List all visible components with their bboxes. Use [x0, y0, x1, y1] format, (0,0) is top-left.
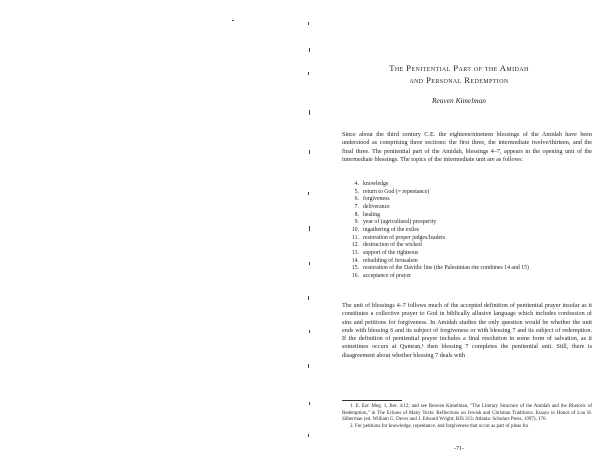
list-item [342, 219, 592, 227]
gutter-mark [308, 192, 309, 195]
list-text: forgiveness [363, 196, 390, 203]
list-text: restoration of the Davidic line (the Palestinian rite combines 14 and 15) [363, 265, 529, 272]
footnote: 2. For petitions for knowledge, repentance, and forgiveness that occur as part of pleas for [350, 423, 529, 429]
list-number: 12. [351, 242, 359, 249]
list-item [342, 181, 592, 189]
gutter-mark [309, 110, 310, 115]
body-paragraph: Since about the third century C.E. the eighteen/nineteen blessings of the Amidah have been understood as comprising three sections: the first three, the intermediate twelve/thirteen, and the final three. The penitential part of the Amidah, blessings 4–7, appears in the opening unit of the intermediate blessings. The topics of the intermediate unit are as follows: [342, 131, 592, 163]
list-text: support of the righteous [363, 249, 419, 256]
title-line: The Penitential Part of the Amidah [389, 63, 529, 73]
list-number: 7. [354, 203, 359, 210]
author-name: Reuven Kimelman [432, 96, 486, 105]
blessings-list [342, 181, 592, 281]
list-text: year of (agricultural) prosperity [363, 219, 437, 226]
list-text: return to God (= repentance) [363, 188, 430, 195]
gutter-mark [308, 296, 309, 300]
list-text: restoration of proper judges/leaders [363, 234, 446, 241]
list-item [342, 196, 592, 204]
list-item [342, 204, 592, 212]
list-text: rebuilding of Jerusalem [363, 257, 418, 264]
list-number: 15. [351, 265, 359, 272]
gutter-mark [309, 48, 310, 52]
page-number: -71- [454, 446, 464, 452]
list-number: 10. [351, 226, 359, 233]
gutter-mark [232, 20, 234, 21]
list-text: deliverance [363, 203, 390, 210]
footnote-rule [342, 400, 402, 401]
list-number: 4. [354, 181, 359, 187]
list-number: 6. [354, 196, 359, 203]
gutter-mark [309, 226, 310, 231]
list-number: 9. [354, 219, 359, 226]
list-item [342, 273, 592, 281]
gutter-mark [309, 262, 310, 265]
title-line: and Personal Redemption [409, 75, 509, 85]
list-item [342, 265, 592, 273]
gutter-mark [309, 150, 310, 154]
list-text: destruction of the wicked [363, 242, 422, 249]
list-item [342, 227, 592, 235]
footnotes [342, 404, 592, 430]
list-number: 5. [354, 188, 359, 195]
list-number: 8. [354, 211, 359, 218]
gutter-mark [309, 402, 310, 405]
list-text: knowledge [363, 181, 389, 187]
list-text: acceptance of prayer [363, 272, 411, 279]
list-item [342, 250, 592, 258]
gutter-mark [308, 72, 309, 75]
gutter-mark [308, 364, 309, 368]
list-text: healing [363, 211, 381, 218]
body-paragraph: The unit of blessings 4–7 follows much of the accepted definition of penitential prayer insofar as it constitutes a collective prayer to God in biblically allusive language which includes confession of sins and petitions for forgiveness. In Amidah studies the only question would be whether the unit ends with blessing 6 and its subject of forgiveness or with blessing 7 and its subject of redemption. If the definition of penitential prayer includes a final resolution in some form of salvation, as it sometimes occurs at Qumran,¹ then blessing 7 completes the penitential unit. Still, there is disagreement about whether blessing 7 deals with [342, 302, 592, 359]
gutter-mark [308, 22, 309, 25]
list-text: ingathering of the exiles [363, 226, 420, 233]
gutter-mark [309, 330, 310, 333]
chapter-title [318, 62, 600, 86]
list-number: 14. [351, 257, 359, 264]
list-number: 11. [351, 234, 359, 241]
document-page [318, 0, 600, 461]
list-item [342, 242, 592, 250]
footnote: 1. E. Ezr. Meg. 1, Ber. 4:12; and see Reuven Kimelman, "The Literary Structure of the Amidah and the Rhetoric of Redemption," in The Echoes of Many Texts: Reflections on Jewish and Christian Traditions. Essays in Honor of Lou H. Silberman (ed. William G. Dever and J. Edward Wright; BJS 313; Atlanta: Scholars Press, 1997), 176. [342, 404, 592, 423]
list-number: 13. [351, 249, 359, 256]
gutter-mark [308, 434, 309, 437]
list-number: 16. [351, 272, 359, 279]
